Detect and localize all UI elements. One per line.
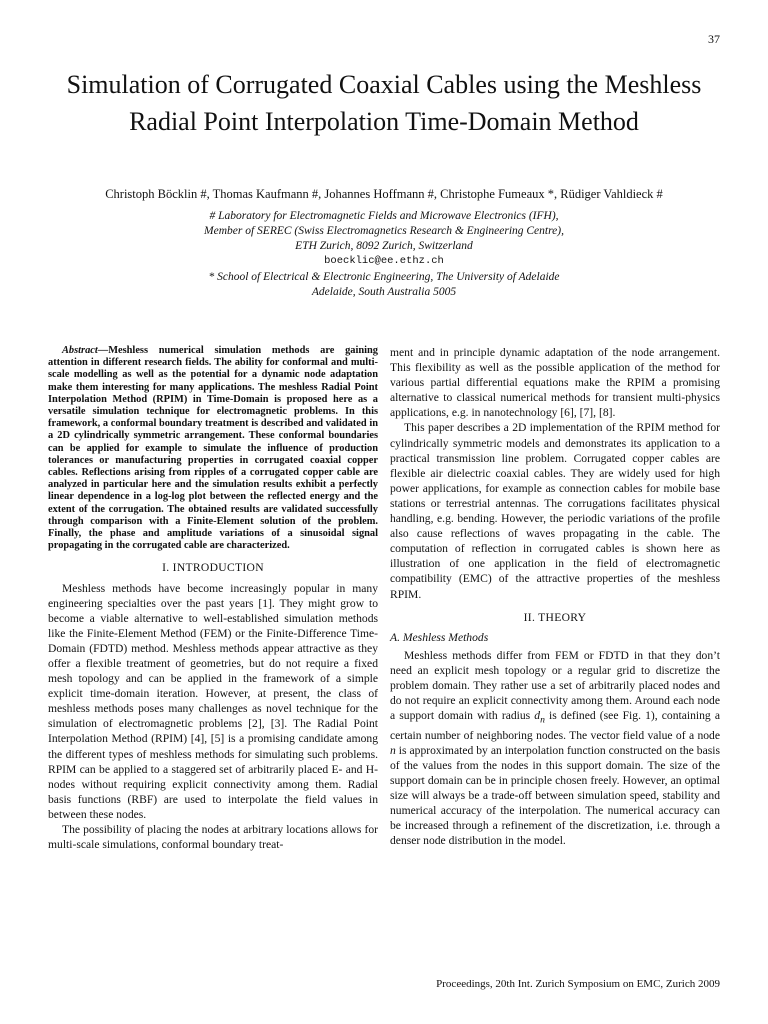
paragraph: The possibility of placing the nodes at arbitrary locations allows for multi-scale simulations, conformal boundary treat-: [48, 823, 378, 852]
affiliation-line: Member of SEREC (Swiss Electromagnetics Research & Engineering Centre),: [204, 225, 564, 237]
affiliation-adelaide: [40, 270, 728, 300]
affiliation-line: Adelaide, South Australia 5005: [311, 286, 457, 298]
paragraph: Meshless methods have become increasingly popular in many engineering specialties over the past years [1]. They might grow to become a viable alternative to well-established simulation methods like the Finite-Element Method (FEM) or the Finite-Difference Time-Domain (FDTD) method. Meshless methods appear attractive as they offer a flexible treatment of geometries, but do not require a fixed mesh topology and can be applied in the framework of a simple explicit time-domain iteration. However, at present, the class of meshless methods poses many challenges as novel technique for the simulation of electromagnetic problems [2], [3]. The Radial Point Interpolation Method (RPIM) [4], [5] is a promising candidate among the different types of meshless methods for simulating such problems. RPIM can be applied to a staggered set of arbitrarily placed E- and H-nodes without requiring explicit connectivity among them. Radial basis functions (RBF) are used to interpolate the field values in between these nodes.: [48, 581, 378, 821]
page-number: 37: [708, 32, 720, 46]
left-column: [48, 345, 378, 852]
paper-title: Simulation of Corrugated Coaxial Cables using the Meshless Radial Point Interpolation Time-Domain Method: [66, 70, 702, 136]
abstract: [48, 345, 378, 552]
right-column: [390, 345, 720, 848]
affiliation-ifh: [40, 209, 728, 269]
paragraph: This paper describes a 2D implementation of the RPIM method for cylindrically symmetric models and demonstrates its application to a practical transmission line problem. Corrugated copper cables are flexible air dielectric coaxial cables. They are widely used for high power applications, for example as connection cables for mobile base stations or terrestrial antennas. The corrugations facilitates physical handling, e.g. bending. However, the periodic variations of the profile also cause reflections of waves propagating in the cable. The computation of reflection in corrugated cables is shown here as illustration of one application in the field of electromagnetic compatibility (EMC) of the attractive properties of the meshless RPIM.: [390, 421, 720, 601]
math-variable: n: [390, 743, 396, 757]
math-variable: $d_n$: [534, 709, 545, 726]
paragraph: Meshless methods differ from FEM or FDTD in that they don’t need an explicit mesh topology or a regular grid to discretize the problem domain. They rather use a set of arbitrarily placed nodes and do not require an explicit connectivity among them. Around each node a support domain with radius $d_n$ is defined (see Fig. 1), containing a certain number of neighboring nodes. The vector field value of a node n is approximated by an interpolation function constructed on the basis of the values from the nodes in this support domain. The size of the support domain can be in principle chosen freely. However, an optimal size will always be a trade-off between simulation speed, stability and numerical accuracy of the interpolation. The numerical accuracy can be increased through a refinement of the discretization, i.e. through a denser node distribution in the model.: [390, 648, 720, 848]
section-heading-introduction: I. INTRODUCTION: [162, 561, 264, 575]
section-heading-theory: II. THEORY: [523, 610, 587, 624]
paragraph-continuation: ment and in principle dynamic adaptation of the node arrangement. This flexibility as well as the possible application of the method for various partial differential equations make the RPIM a promising alternative to classical numerical methods for transient multi-physics applications, e.g. in nanotechnology [6], [7], [8].: [390, 346, 720, 420]
author-list: Christoph Böcklin #, Thomas Kaufmann #, Johannes Hoffmann #, Christophe Fumeaux *, Rüdiger Vahldieck #: [105, 187, 663, 201]
abstract-text: —Meshless numerical simulation methods are gaining attention in different research fields. The ability for conformal and multi-scale modelling as well as the potential for a dynamic node adaptation make them interesting for many applications. The meshless Radial Point Interpolation Method (RPIM) in Time-Domain is proposed here as a versatile simulation technique for electromagnetic problems. In this framework, a conformal boundary treatment is described and validated in a 2D cylindrically symmetric arrangement. These conformal boundaries can be applied for example to simulate the influence of production tolerances or manufacturing properties in corrugated coaxial copper cables. Reflections arising from ripples of a corrugated copper cable are analyzed in particular here and the simulation results exhibit a perfectly linear dependence in a log-log plot between the reflected energy and the extent of the corrugation. The obtained results are validated successfully through comparison with a Finite-Element solution of the problem. Finally, the phase and amplitude variations of a sinusoidal signal propagating in the corrugated cable are characterized.: [48, 345, 378, 552]
proceedings-footer: Proceedings, 20th Int. Zurich Symposium on EMC, Zurich 2009: [436, 978, 720, 990]
affiliation-line: # Laboratory for Electromagnetic Fields and Microwave Electronics (IFH),: [209, 210, 559, 222]
abstract-label: Abstract: [62, 345, 98, 356]
affiliation-line: ETH Zurich, 8092 Zurich, Switzerland: [295, 240, 473, 252]
subsection-heading: A. Meshless Methods: [390, 630, 489, 644]
affiliation-line: * School of Electrical & Electronic Engineering, The University of Adelaide: [208, 271, 560, 283]
author-email: boecklic@ee.ethz.ch: [324, 255, 444, 267]
